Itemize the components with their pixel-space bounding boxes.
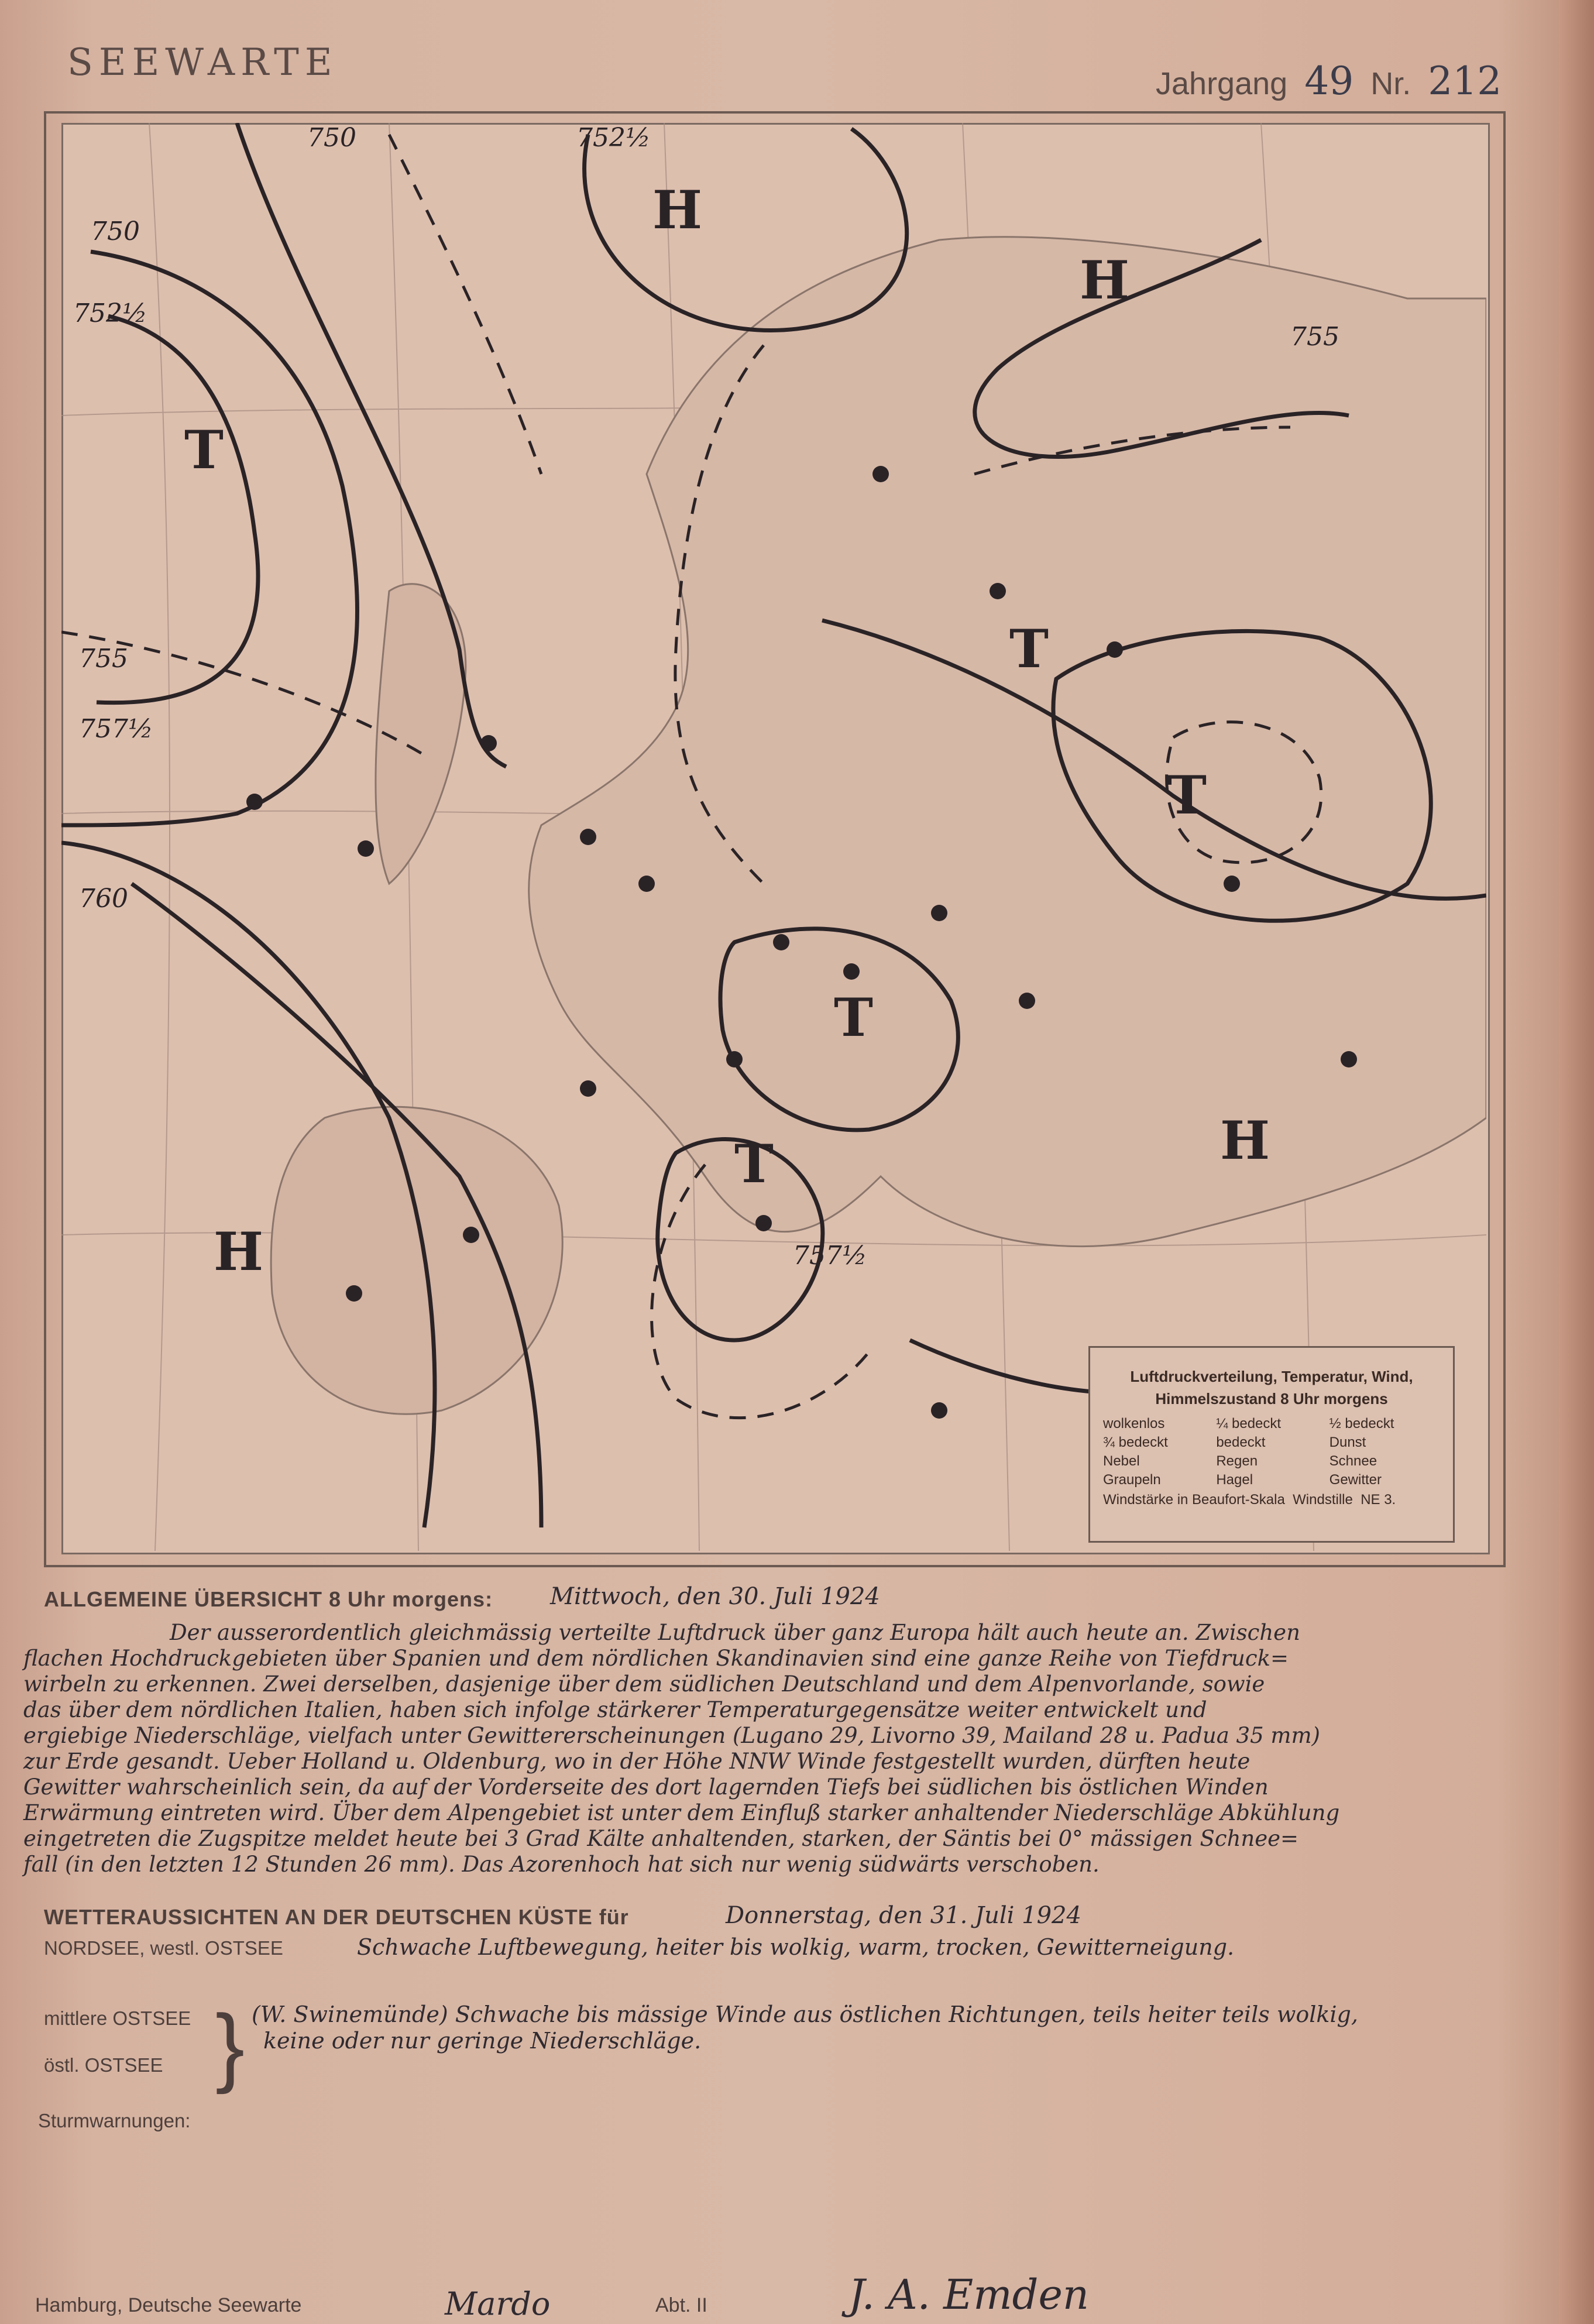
storm-warnings-label: Sturmwarnungen:: [38, 2110, 191, 2131]
overview-text: [23, 1620, 1521, 1877]
high-center-spain: H: [214, 1221, 264, 1283]
legend-item: bedeckt: [1216, 1434, 1266, 1450]
legend-item: ½ bedeckt: [1329, 1416, 1394, 1432]
low-center-italy: T: [734, 1133, 774, 1195]
overview-line: ergiebige Niederschläge, vielfach unter Gewittererscheinungen (Lugano 29, Livorno 39, Mailand 28 u. Padua 35 mm): [23, 1723, 1320, 1748]
binding-spine: [1559, 0, 1594, 2324]
low-center-atlantic: T: [184, 419, 224, 481]
legend-items: [1090, 1410, 1453, 1488]
legend-item: Dunst: [1329, 1434, 1366, 1450]
isobar-label: 755: [79, 644, 128, 674]
nr-label: Nr.: [1370, 66, 1411, 101]
calm-label: Windstille: [1293, 1492, 1353, 1508]
overview-line: eingetreten die Zugspitze meldet heute bei 3 Grad Kälte anhaltenden, starken, der Säntis bei 0° mässigen Schnee=: [23, 1826, 1299, 1851]
isobar-label: 750: [307, 123, 356, 153]
nordsee-forecast: Schwache Luftbewegung, heiter bis wolkig, warm, trocken, Gewitterneigung.: [357, 1934, 1235, 1960]
low-center-baltic: T: [1009, 618, 1049, 680]
beaufort-scale-label: Windstärke in Beaufort-Skala: [1103, 1492, 1285, 1508]
mittlere-ostsee-label: mittlere OSTSEE: [44, 2007, 191, 2029]
jahrgang-value: 49: [1304, 59, 1354, 104]
legend-item: wolkenlos: [1103, 1416, 1165, 1432]
ostsee-forecast-line2: keine oder nur geringe Niederschläge.: [263, 2028, 702, 2054]
legend-item: Schnee: [1329, 1453, 1377, 1469]
legend-item: ¾ bedeckt: [1103, 1434, 1168, 1450]
legend-item: Hagel: [1216, 1472, 1253, 1488]
low-center-alps: T: [834, 987, 873, 1049]
oestl-ostsee-label: östl. OSTSEE: [44, 2054, 163, 2076]
wind-example-label: NE 3.: [1361, 1492, 1396, 1508]
isobar-label: 757½: [793, 1241, 867, 1271]
overview-line: zur Erde gesandt. Ueber Holland u. Oldenburg, wo in der Höhe NNW Winde festgestellt wurden, dürften heute: [23, 1749, 1251, 1774]
overview-line: wirbeln zu erkennen. Zwei derselben, dasjenige über dem südlichen Deutschland und dem Alpenvorlande, sowie: [23, 1671, 1265, 1697]
overview-line: Gewitter wahrscheinlich sein, da auf der Vorderseite des dort lagernden Tiefs bei südlichen bis östlichen Winden: [23, 1774, 1269, 1800]
forecast-title: WETTERAUSSICHTEN AN DER DEUTSCHEN KÜSTE für: [44, 1905, 629, 1929]
issue-number: [1156, 59, 1510, 104]
nordsee-label: NORDSEE, westl. OSTSEE: [44, 1937, 283, 1959]
isobar-label: 752½: [576, 123, 651, 153]
weather-map-drawing: [61, 123, 1486, 1551]
isobar-label: 757½: [79, 714, 153, 744]
signature-1: Mardo: [445, 2285, 551, 2322]
signature-2: J. A. Emden: [848, 2271, 1089, 2319]
map-legend: [1088, 1346, 1455, 1543]
ostsee-forecast-line1: (W. Swinemünde) Schwache bis mässige Winde aus östlichen Richtungen, teils heiter teils wolkig,: [252, 2002, 1358, 2027]
legend-item: Gewitter: [1329, 1472, 1382, 1488]
isobar-label: 752½: [73, 298, 147, 328]
forecast-date: Donnerstag, den 31. Juli 1924: [726, 1902, 1081, 1929]
legend-item: Graupeln: [1103, 1472, 1161, 1488]
ostsee-bracket: }: [215, 1996, 245, 2095]
overview-line: flachen Hochdruckgebieten über Spanien und dem nördlichen Skandinavien sind eine ganze Reihe von Tiefdruck=: [23, 1646, 1289, 1671]
overview-line: fall (in den letzten 12 Stunden 26 mm). Das Azorenhoch hat sich nur wenig südwärts verschoben.: [23, 1852, 1100, 1877]
overview-date: Mittwoch, den 30. Juli 1924: [550, 1583, 880, 1610]
overview-title: ALLGEMEINE ÜBERSICHT 8 Uhr morgens:: [44, 1587, 493, 1611]
legend-item: Regen: [1216, 1453, 1258, 1469]
low-center-russia: T: [1167, 764, 1207, 826]
legend-scale: [1090, 1488, 1453, 1512]
footer-institution: Hamburg, Deutsche Seewarte: [35, 2294, 302, 2316]
overview-line: das über dem nördlichen Italien, haben sich infolge stärkerer Temperaturgegensätze weiter entwickelt und: [23, 1697, 1207, 1722]
overview-line: Der ausserordentlich gleichmässig verteilte Luftdruck über ganz Europa hält auch heute an. Zwischen: [170, 1620, 1300, 1645]
footer-department: Abt. II: [655, 2294, 707, 2316]
legend-title: Luftdruckverteilung, Temperatur, Wind, Himmelszustand 8 Uhr morgens: [1130, 1368, 1413, 1408]
jahrgang-label: Jahrgang: [1156, 66, 1288, 101]
high-center-blacksea: H: [1220, 1110, 1270, 1172]
high-center-scandinavia: H: [652, 179, 703, 241]
legend-item: Nebel: [1103, 1453, 1140, 1469]
legend-item: ¼ bedeckt: [1216, 1416, 1282, 1432]
isobar-label: 760: [79, 884, 128, 914]
nr-value: 212: [1428, 59, 1502, 104]
isobar-label: 750: [91, 217, 140, 246]
overview-line: Erwärmung eintreten wird. Über dem Alpengebiet ist unter dem Einfluß starker anhaltender Niederschläge Abkühlung: [23, 1800, 1340, 1825]
publication-title: SEEWARTE: [67, 41, 338, 84]
high-center-russia: H: [1080, 249, 1130, 311]
isobar-label: 755: [1290, 322, 1339, 352]
